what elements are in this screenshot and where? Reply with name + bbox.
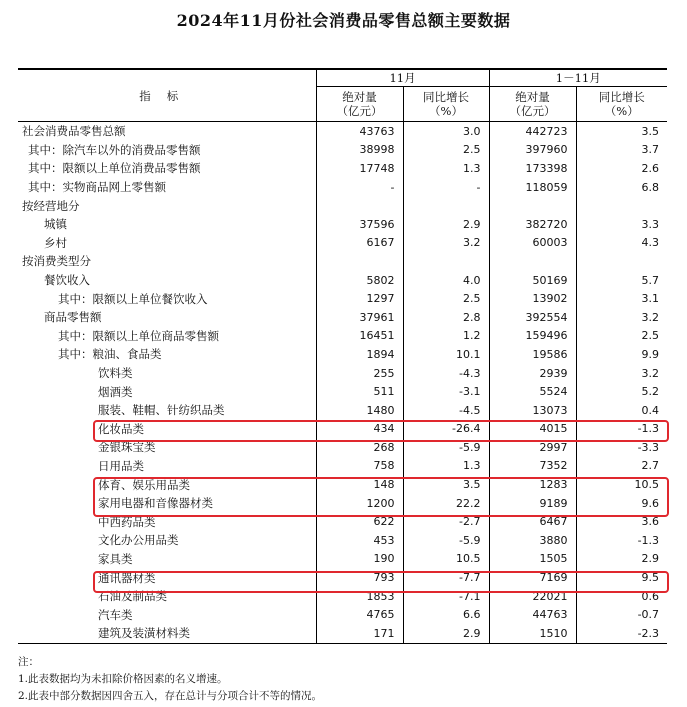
highlight-box-telecom	[93, 571, 669, 593]
ytd-yoy-value: 2.9	[576, 550, 667, 569]
ytd-yoy-value: 2.5	[576, 327, 667, 346]
nov-abs-value: 37961	[316, 308, 403, 327]
table-row	[18, 196, 667, 215]
nov-yoy-value: -	[403, 178, 489, 197]
row-name: 石油及制品类	[98, 589, 167, 604]
nov-yoy-value: 10.1	[403, 345, 489, 364]
nov-yoy-value: -2.7	[403, 512, 489, 531]
table-row	[18, 234, 667, 253]
ytd-yoy-value: 2.7	[576, 457, 667, 476]
row-name: 中西药品类	[98, 514, 156, 529]
nov-abs-value: 43763	[316, 122, 403, 141]
row-name: 其中：除汽车以外的消费品零售额	[28, 142, 201, 157]
nov-abs-value: 171	[316, 624, 403, 643]
row-name: 社会消费品零售总额	[22, 124, 126, 139]
ytd-abs-header: 绝对量 （亿元）	[489, 87, 576, 122]
ytd-abs-value	[489, 252, 576, 271]
table-row	[18, 289, 667, 308]
table-row	[18, 327, 667, 346]
row-name: 乡村	[44, 235, 67, 250]
table-row	[18, 159, 667, 178]
ytd-abs-value: 13073	[489, 401, 576, 420]
ytd-yoy-header: 同比增长 （%）	[576, 87, 667, 122]
row-name: 城镇	[44, 217, 67, 232]
notes	[18, 654, 322, 705]
ytd-abs-value	[489, 196, 576, 215]
ytd-abs-value: 60003	[489, 234, 576, 253]
table-row	[18, 605, 667, 624]
ytd-abs-value: 173398	[489, 159, 576, 178]
row-name: 汽车类	[98, 607, 133, 622]
nov-yoy-value	[403, 196, 489, 215]
table-row	[18, 401, 667, 420]
nov-yoy-value: 2.9	[403, 215, 489, 234]
nov-yoy-value: 2.5	[403, 141, 489, 160]
table-row	[18, 382, 667, 401]
nov-yoy-value: 22.2	[403, 494, 489, 513]
nov-abs-value: 622	[316, 512, 403, 531]
row-name: 其中：粮油、食品类	[58, 347, 162, 362]
row-name: 其中：限额以上单位消费品零售额	[28, 161, 201, 176]
table-row	[18, 122, 667, 141]
nov-abs-value: -	[316, 178, 403, 197]
ytd-abs-value: 382720	[489, 215, 576, 234]
nov-yoy-value: -3.1	[403, 382, 489, 401]
row-name: 饮料类	[98, 366, 133, 381]
nov-abs-value: 16451	[316, 327, 403, 346]
nov-yoy-value: -5.9	[403, 438, 489, 457]
ytd-abs-value: 19586	[489, 345, 576, 364]
row-name: 家具类	[98, 551, 133, 566]
nov-header: 11月	[316, 69, 489, 87]
ytd-yoy-value: 6.8	[576, 178, 667, 197]
ytd-yoy-value	[576, 196, 667, 215]
ytd-yoy-value: 0.6	[576, 587, 667, 606]
ytd-abs-value: 1283	[489, 475, 576, 494]
nov-abs-value: 190	[316, 550, 403, 569]
nov-yoy-value: -7.7	[403, 568, 489, 587]
row-name: 烟酒类	[98, 384, 133, 399]
ytd-abs-value: 9189	[489, 494, 576, 513]
nov-yoy-value: -5.9	[403, 531, 489, 550]
note-2: 2.此表中部分数据因四舍五入，存在总计与分项合计不等的情况。	[18, 690, 323, 702]
nov-yoy-value: 1.3	[403, 159, 489, 178]
ytd-yoy-value: 9.9	[576, 345, 667, 364]
ytd-abs-value: 7169	[489, 568, 576, 587]
nov-abs-value: 38998	[316, 141, 403, 160]
table-row	[18, 178, 667, 197]
nov-yoy-value: -4.5	[403, 401, 489, 420]
page-title: 2024年11月份社会消费品零售总额主要数据	[176, 11, 511, 30]
ytd-yoy-value	[576, 252, 667, 271]
ytd-abs-value: 2997	[489, 438, 576, 457]
nov-yoy-value: 3.5	[403, 475, 489, 494]
nov-yoy-value: 6.6	[403, 605, 489, 624]
table-row	[18, 345, 667, 364]
ytd-abs-value: 44763	[489, 605, 576, 624]
ytd-yoy-value: 3.5	[576, 122, 667, 141]
ytd-abs-value: 392554	[489, 308, 576, 327]
nov-abs-value: 1297	[316, 289, 403, 308]
ytd-abs-value: 397960	[489, 141, 576, 160]
note-1: 1.此表数据均为未扣除价格因素的名义增速。	[18, 673, 228, 685]
ytd-yoy-value: 9.6	[576, 494, 667, 513]
nov-yoy-value: 1.3	[403, 457, 489, 476]
ytd-abs-value: 118059	[489, 178, 576, 197]
highlight-box-sports-appliances	[93, 477, 669, 517]
row-name: 其中：限额以上单位商品零售额	[58, 328, 219, 343]
ytd-yoy-value: 9.5	[576, 568, 667, 587]
ytd-abs-value: 6467	[489, 512, 576, 531]
nov-yoy-value: 3.2	[403, 234, 489, 253]
row-name: 按经营地分	[22, 198, 80, 213]
ytd-abs-value: 7352	[489, 457, 576, 476]
table-row	[18, 364, 667, 383]
ytd-abs-value: 13902	[489, 289, 576, 308]
ytd-abs-value: 5524	[489, 382, 576, 401]
ytd-abs-value: 1505	[489, 550, 576, 569]
nov-yoy-value: 4.0	[403, 271, 489, 290]
ytd-abs-value: 1510	[489, 624, 576, 643]
ytd-yoy-value: -3.3	[576, 438, 667, 457]
nov-abs-value: 17748	[316, 159, 403, 178]
notes-label: 注：	[18, 656, 39, 668]
nov-yoy-value: 2.8	[403, 308, 489, 327]
table-row	[18, 550, 667, 569]
nov-abs-value: 793	[316, 568, 403, 587]
nov-yoy-value: 2.5	[403, 289, 489, 308]
nov-abs-value	[316, 196, 403, 215]
data-table	[18, 68, 667, 644]
nov-abs-value: 5802	[316, 271, 403, 290]
nov-yoy-header: 同比增长 （%）	[403, 87, 489, 122]
nov-abs-value: 37596	[316, 215, 403, 234]
row-name: 通讯器材类	[98, 570, 156, 585]
ytd-yoy-value: 5.7	[576, 271, 667, 290]
table-row	[18, 252, 667, 271]
nov-yoy-value: 3.0	[403, 122, 489, 141]
ytd-yoy-value: -2.3	[576, 624, 667, 643]
row-name: 其中：限额以上单位餐饮收入	[58, 291, 208, 306]
ytd-yoy-value: -1.3	[576, 531, 667, 550]
table-row	[18, 215, 667, 234]
ytd-abs-value: 4015	[489, 420, 576, 439]
ytd-abs-value: 22021	[489, 587, 576, 606]
table-row	[18, 308, 667, 327]
row-name: 服装、鞋帽、针纺织品类	[98, 403, 225, 418]
ytd-abs-value: 3880	[489, 531, 576, 550]
row-name: 体育、娱乐用品类	[98, 477, 190, 492]
nov-abs-value: 268	[316, 438, 403, 457]
ytd-yoy-value: 10.5	[576, 475, 667, 494]
nov-yoy-value: 10.5	[403, 550, 489, 569]
row-name: 建筑及装潢材料类	[18, 624, 316, 643]
ytd-yoy-value: 3.7	[576, 141, 667, 160]
ytd-abs-value: 50169	[489, 271, 576, 290]
row-name: 家用电器和音像器材类	[98, 496, 213, 511]
nov-yoy-value: 2.9	[403, 624, 489, 643]
ytd-yoy-value: 3.2	[576, 364, 667, 383]
nov-abs-header: 绝对量 （亿元）	[316, 87, 403, 122]
ytd-header: 1－11月	[489, 69, 667, 87]
nov-abs-value: 148	[316, 475, 403, 494]
nov-abs-value: 453	[316, 531, 403, 550]
row-name: 餐饮收入	[44, 273, 90, 288]
ytd-abs-value: 442723	[489, 122, 576, 141]
row-name: 其中：实物商品网上零售额	[28, 180, 166, 195]
ytd-yoy-value: 0.4	[576, 401, 667, 420]
table-row	[18, 624, 667, 643]
ytd-yoy-value: 5.2	[576, 382, 667, 401]
nov-abs-value: 511	[316, 382, 403, 401]
nov-abs-value: 4765	[316, 605, 403, 624]
nov-yoy-value: 1.2	[403, 327, 489, 346]
table-row	[18, 271, 667, 290]
indicator-header: 指标	[18, 69, 316, 122]
ytd-abs-value: 2939	[489, 364, 576, 383]
row-name: 化妆品类	[98, 421, 144, 436]
ytd-yoy-value: 3.6	[576, 512, 667, 531]
ytd-yoy-value: -1.3	[576, 420, 667, 439]
ytd-yoy-value: 3.1	[576, 289, 667, 308]
highlight-box-cosmetics	[93, 420, 669, 442]
nov-abs-value	[316, 252, 403, 271]
row-name: 商品零售额	[44, 310, 102, 325]
nov-yoy-value: -4.3	[403, 364, 489, 383]
nov-yoy-value: -26.4	[403, 420, 489, 439]
nov-abs-value: 255	[316, 364, 403, 383]
nov-abs-value: 434	[316, 420, 403, 439]
ytd-yoy-value: 4.3	[576, 234, 667, 253]
nov-yoy-value	[403, 252, 489, 271]
ytd-yoy-value: 3.2	[576, 308, 667, 327]
nov-abs-value: 1853	[316, 587, 403, 606]
ytd-abs-value: 159496	[489, 327, 576, 346]
nov-abs-value: 1894	[316, 345, 403, 364]
ytd-yoy-value: -0.7	[576, 605, 667, 624]
row-name: 日用品类	[98, 458, 144, 473]
row-name: 金银珠宝类	[98, 440, 156, 455]
nov-abs-value: 6167	[316, 234, 403, 253]
ytd-yoy-value: 3.3	[576, 215, 667, 234]
table-row	[18, 141, 667, 160]
ytd-yoy-value: 2.6	[576, 159, 667, 178]
table-row	[18, 457, 667, 476]
nov-abs-value: 1200	[316, 494, 403, 513]
nov-yoy-value: -7.1	[403, 587, 489, 606]
row-name: 按消费类型分	[22, 254, 91, 269]
table-row	[18, 531, 667, 550]
row-name: 文化办公用品类	[98, 533, 179, 548]
nov-abs-value: 758	[316, 457, 403, 476]
nov-abs-value: 1480	[316, 401, 403, 420]
